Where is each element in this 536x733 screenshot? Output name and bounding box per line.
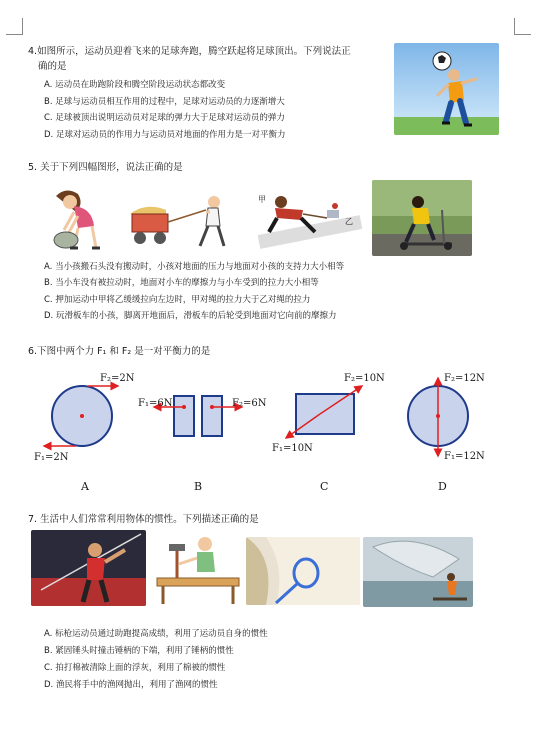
- label-d-f1: F₁=12N: [444, 451, 485, 462]
- label-a-f2: F₂=2N: [100, 373, 135, 384]
- q4-option-b: B. 足球与运动员相互作用的过程中，足球对运动员的力逐渐增大: [44, 97, 285, 107]
- fig-label-jia: 甲: [258, 195, 266, 204]
- label-d-f2: F₂=12N: [444, 373, 485, 384]
- child-pulling-cart-image: [126, 188, 234, 254]
- q4-stem-line2: 确的是: [38, 61, 67, 72]
- q7-stem: 7. 生活中人们常常利用物体的惯性。下列描述正确的是: [28, 514, 259, 525]
- q5-option-a: A. 当小孩搬石头没有搬动时，小孩对地面的压力与地面对小孩的支持力大小相等: [44, 262, 345, 272]
- child-lifting-stone-image: [38, 182, 112, 254]
- crop-mark-right: [514, 18, 531, 35]
- diagram-a: [44, 386, 118, 446]
- q4-option-a: A. 运动员在助跑阶段和腾空阶段运动状态都改变: [44, 80, 226, 90]
- q5-option-d: D. 玩滑板车的小孩，脚离开地面后，滑板车的后轮受到地面对它向前的摩擦力: [44, 311, 337, 321]
- label-a-f1: F₁=2N: [34, 452, 69, 463]
- q5-stem: 5. 关于下列四幅图形，说法正确的是: [28, 162, 183, 173]
- soccer-header-image: [394, 43, 499, 135]
- q5-option-c: C. 押加运动中甲将乙缓缓拉向左边时，甲对绳的拉力大于乙对绳的拉力: [44, 295, 311, 305]
- fig-label-yi: 乙: [345, 217, 353, 226]
- crop-mark-left: [6, 18, 23, 35]
- diagram-d: [408, 378, 468, 456]
- choice-letter-c: C: [320, 480, 329, 493]
- beating-quilt-image: [246, 537, 360, 605]
- fishing-net-image: [363, 537, 473, 607]
- q7-option-a: A. 标枪运动员通过助跑提高成绩，利用了运动员自身的惯性: [44, 629, 268, 639]
- q4-stem-line1: 4.如图所示，运动员迎着飞来的足球奔跑，腾空跃起将足球顶出。下列说法正: [28, 46, 351, 57]
- q4-option-c: C. 足球被顶出说明运动员对足球的弹力大于足球对运动员的弹力: [44, 113, 285, 123]
- choice-letter-b: B: [194, 480, 203, 493]
- choice-letter-d: D: [438, 480, 447, 493]
- hammer-image: [153, 530, 243, 606]
- label-b-f1: F₁=6N: [138, 398, 173, 409]
- label-c-f2: F₂=10N: [344, 373, 385, 384]
- label-c-f1: F₁=10N: [272, 443, 313, 454]
- q7-option-b: B. 紧固锤头时撞击锤柄的下端，利用了锤柄的惯性: [44, 646, 234, 656]
- label-b-f2: F₂=6N: [232, 398, 267, 409]
- javelin-athlete-image: [31, 530, 146, 606]
- choice-letter-a: A: [81, 480, 89, 493]
- q4-option-d: D. 足球对运动员的作用力与运动员对地面的作用力是一对平衡力: [44, 130, 286, 140]
- q7-option-d: D. 渔民将手中的渔网抛出，利用了渔网的惯性: [44, 680, 218, 690]
- diagram-c: [286, 386, 362, 438]
- q7-option-c: C. 拍打棉被清除上面的浮灰，利用了棉被的惯性: [44, 663, 226, 673]
- q6-stem: 6.下图中两个力 F₁ 和 F₂ 是一对平衡力的是: [28, 346, 211, 357]
- tug-game-image: [255, 188, 365, 254]
- child-scooter-image: [372, 180, 472, 256]
- q5-option-b: B. 当小车没有被拉动时，地面对小车的摩擦力与小车受到的拉力大小相等: [44, 278, 319, 288]
